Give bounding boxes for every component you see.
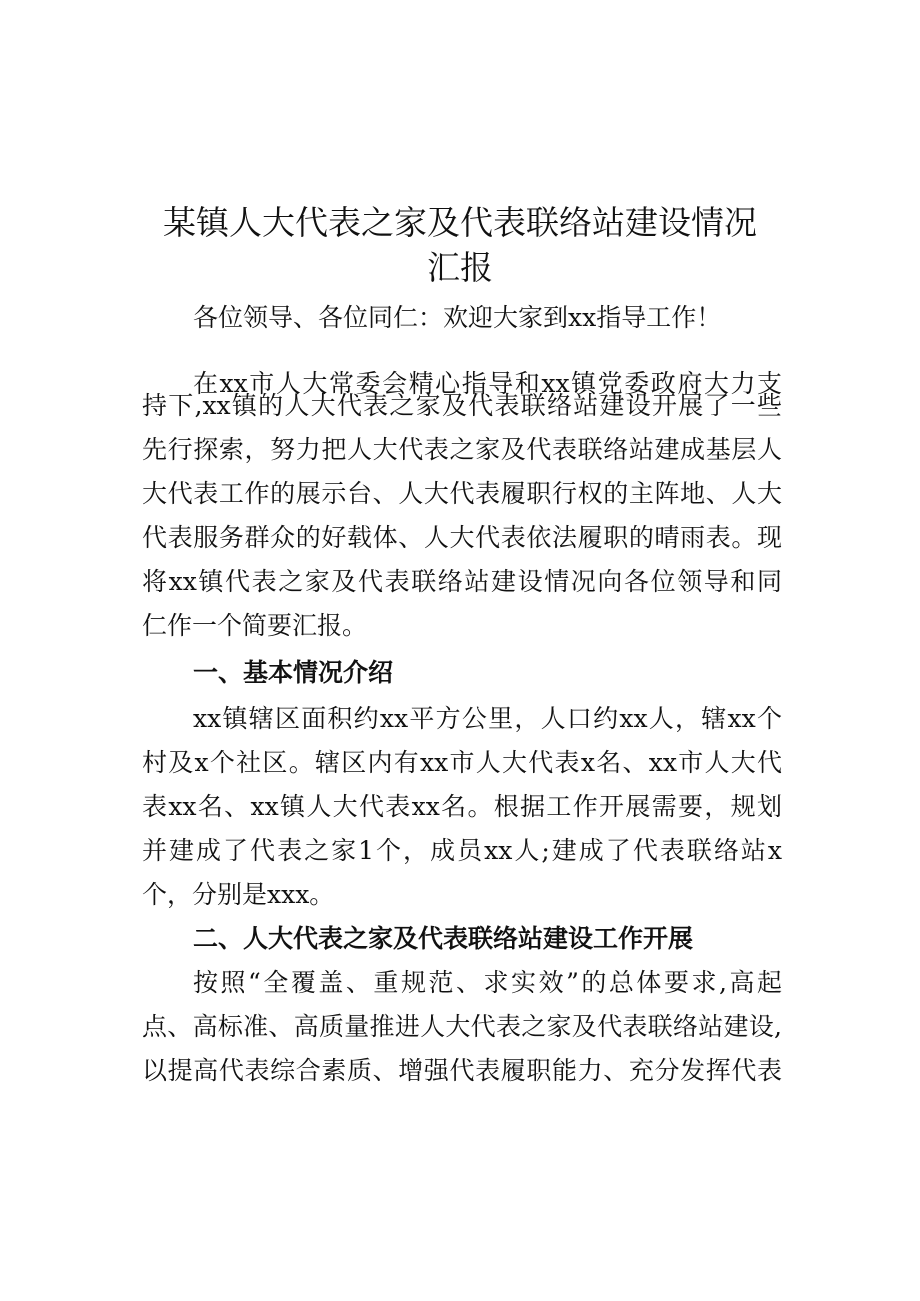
intro-paragraph-line: 先行探索，努力把人大代表之家及代表联络站建成基层人	[142, 435, 782, 464]
intro-paragraph-line: 大代表工作的展示台、人大代表履职行权的主阵地、人大	[142, 479, 782, 508]
section-1-heading: 一、基本情况介绍	[193, 658, 394, 687]
section-1-paragraph-line: 表xx名、xx镇人大代表xx名。根据工作开展需要，规划	[142, 792, 782, 821]
document-title-line-1: 某镇人大代表之家及代表联络站建设情况	[163, 203, 757, 242]
intro-paragraph-line: 代表服务群众的好载体、人大代表依法履职的晴雨表。现	[142, 523, 782, 552]
document-title-line-2: 汇报	[427, 248, 493, 287]
section-1-paragraph-line: 并建成了代表之家1个，成员xx人;建成了代表联络站x	[142, 836, 782, 865]
section-1-paragraph-line: 村及x个社区。辖区内有xx市人大代表x名、xx市人大代	[142, 748, 782, 777]
section-2-paragraph-line: 按照“全覆盖、重规范、求实效”的总体要求,高起	[193, 968, 782, 997]
section-1-paragraph-line: xx镇辖区面积约xx平方公里，人口约xx人，辖xx个	[193, 704, 782, 733]
section-2-paragraph-line: 以提高代表综合素质、增强代表履职能力、充分发挥代表	[142, 1056, 782, 1085]
section-2-paragraph-line: 点、高标准、高质量推进人大代表之家及代表联络站建设,	[142, 1012, 782, 1041]
section-2-heading: 二、人大代表之家及代表联络站建设工作开展	[193, 924, 694, 953]
intro-paragraph-line: 持下,xx镇的人大代表之家及代表联络站建设开展了一些	[142, 391, 782, 420]
greeting-paragraph: 各位领导、各位同仁：欢迎大家到xx指导工作！	[193, 303, 722, 332]
section-1-paragraph-line: 个，分别是xxx。	[142, 880, 335, 909]
intro-paragraph-line: 仁作一个简要汇报。	[142, 611, 368, 640]
intro-paragraph-line: 将xx镇代表之家及代表联络站建设情况向各位领导和同	[142, 567, 782, 596]
intro-paragraph-line: 在xx市人大常委会精心指导和xx镇党委政府大力支	[193, 369, 782, 398]
